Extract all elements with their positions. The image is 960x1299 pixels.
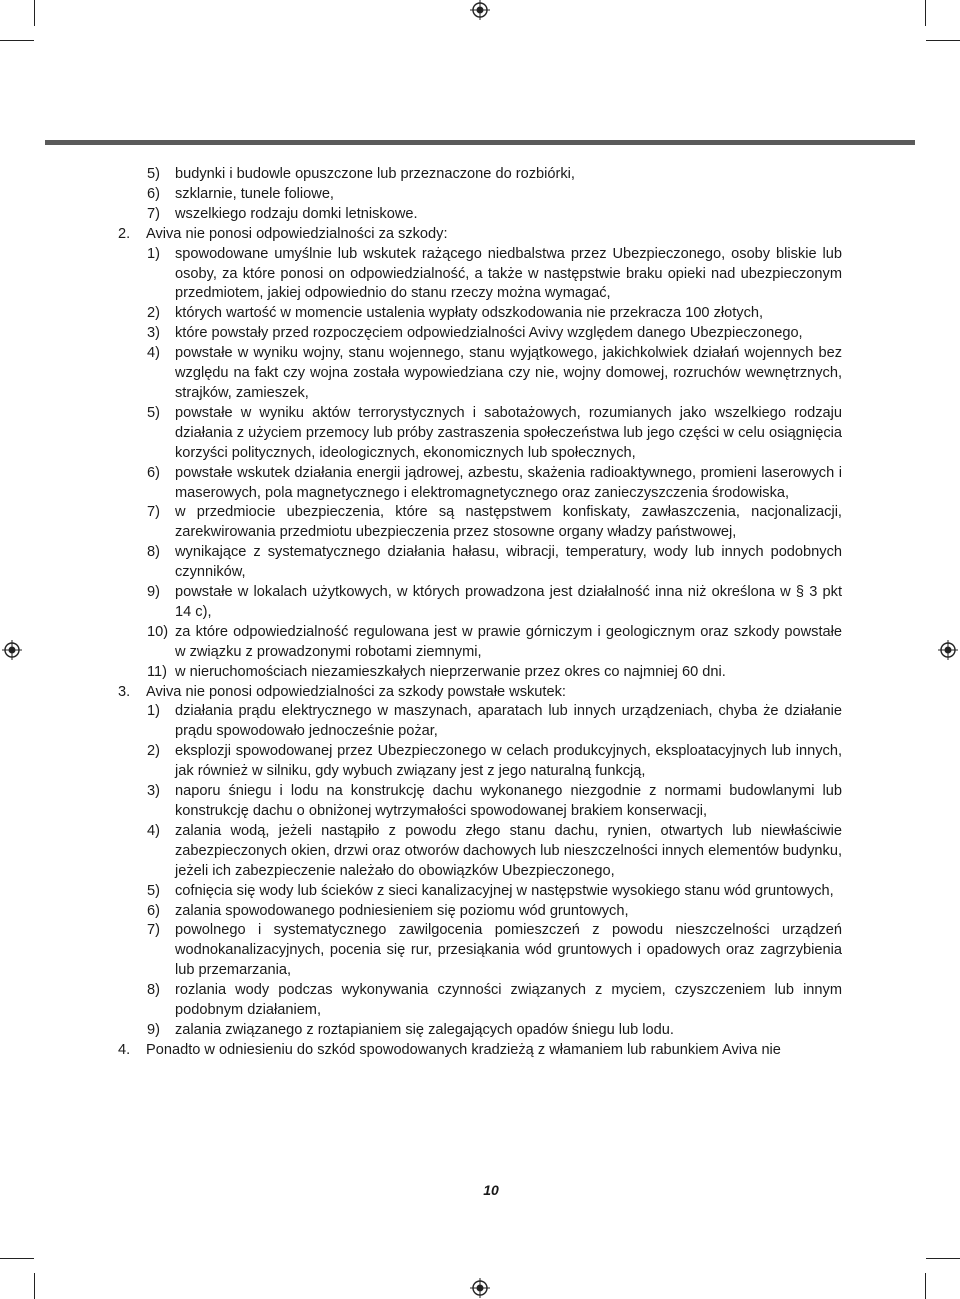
list-item: 4) powstałe w wyniku wojny, stanu wojennego, stanu wyjątkowego, jakichkolwiek działań wojennych bez względu na fakt czy wojna została wypowiedziana czy nie, wojny domowej, rozruchów wewnętrznych, strajków, zamieszek,: [147, 345, 842, 401]
list-item: 7) wszelkiego rodzaju domki letniskowe.: [147, 205, 418, 222]
document-body: [118, 165, 842, 1061]
list-item: 7) powolnego i systematycznego zawilgocenia pomieszczeń z powodu nieszczelności urządzeń wodnokanalizacyjnych, pocenia się rur, przesiąkania wód gruntowych i opadowych oraz zagrzybienia lub przemarzania,: [147, 922, 842, 979]
list-item: 7) w przedmiocie ubezpieczenia, które są następstwem konfiskaty, zawłaszczenia, nacjonalizacji, zarekwirowania przedmiotu ubezpieczenia przez stosowne organy władzy państwowej,: [147, 504, 842, 541]
crop-mark: [0, 1258, 34, 1259]
registration-mark-icon: [470, 1278, 490, 1298]
list-item: 1) działania prądu elektrycznego w maszynach, aparatach lub innych urządzeniach, chyba że działanie prądu spowodowało jednocześnie pożar,: [147, 703, 842, 740]
page-number: 10: [483, 1182, 499, 1198]
section-3: 3. Aviva nie ponosi odpowiedzialności za szkody powstałe wskutek:: [118, 683, 842, 703]
list-item: 1) spowodowane umyślnie lub wskutek rażącego niedbalstwa przez Ubezpieczonego, osoby bliskie lub osoby, za które ponosi on odpowiedzialność, a także w następstwie braku opieki nad ubezpieczonym przedmiotem, jakiej odpowiednio do stanu rzeczy można wymagać,: [147, 245, 842, 302]
list-item: 5) powstałe w wyniku aktów terrorystycznych i sabotażowych, rozumianych jako wszelkiego rodzaju działania z użyciem przemocy lub próby zastraszenia społeczeństwa lub jego części w celu osiągnięcia korzyści politycznych, ideologicznych, ekonomicznych lub społecznych,: [147, 404, 842, 461]
crop-mark: [926, 1258, 960, 1259]
crop-mark: [34, 0, 35, 26]
header-rule: [45, 140, 915, 145]
list-item: 3) które powstały przed rozpoczęciem odpowiedzialności Avivy względem danego Ubezpieczonego,: [147, 325, 803, 342]
continued-list: [118, 165, 842, 225]
list-item: 6) szklarnie, tunele foliowe,: [147, 185, 334, 202]
list-item: 9) powstałe w lokalach użytkowych, w których prowadzona jest działalność inna niż określona w § 3 pkt 14 c),: [147, 584, 842, 620]
crop-mark: [926, 40, 960, 41]
registration-mark-icon: [470, 0, 490, 20]
crop-mark: [925, 0, 926, 26]
section-heading: Aviva nie ponosi odpowiedzialności za szkody powstałe wskutek:: [146, 683, 566, 700]
list-item: 6) zalania spowodowanego podniesieniem się poziomu wód gruntowych,: [147, 902, 629, 919]
section-4: 4. Ponadto w odniesieniu do szkód spowodowanych kradzieżą z włamaniem lub rabunkiem Aviva nie: [118, 1041, 842, 1061]
list-item: 5) cofnięcia się wody lub ścieków z sieci kanalizacyjnej w następstwie wysokiego stanu wód gruntowych,: [147, 882, 834, 899]
crop-mark: [0, 40, 34, 41]
list-item: 9) zalania związanego z roztapianiem się zalegających opadów śniegu lub lodu.: [147, 1021, 674, 1038]
registration-mark-icon: [938, 640, 958, 660]
crop-mark: [34, 1273, 35, 1299]
section-2: 2. Aviva nie ponosi odpowiedzialności za szkody:: [118, 225, 842, 245]
section-heading: Ponadto w odniesieniu do szkód spowodowanych kradzieżą z włamaniem lub rabunkiem Aviva nie: [146, 1041, 781, 1058]
list-item: 5) budynki i budowle opuszczone lub przeznaczone do rozbiórki,: [147, 166, 575, 182]
crop-mark: [925, 1273, 926, 1299]
section-heading: Aviva nie ponosi odpowiedzialności za szkody:: [146, 225, 448, 242]
registration-mark-icon: [2, 640, 22, 660]
list-item: 6) powstałe wskutek działania energii jądrowej, azbestu, skażenia radioaktywnego, promieni laserowych i maserowych, pola magnetycznego i elektromagnetycznego oraz zanieczyszczenia środowiska,: [147, 464, 842, 501]
list-item: 8) wynikające z systematycznego działania hałasu, wibracji, temperatury, wody lub innych podobnych czynników,: [147, 544, 842, 581]
list-item: 11) w nieruchomościach niezamieszkałych nieprzerwanie przez okres co najmniej 60 dni.: [147, 663, 726, 680]
list-item: 8) rozlania wody podczas wykonywania czynności związanych z myciem, czyszczeniem lub innym podobnym działaniem,: [147, 982, 842, 1019]
section-2-list: [118, 245, 842, 683]
list-item: 2) których wartość w momencie ustalenia wypłaty odszkodowania nie przekracza 100 złotych,: [147, 305, 764, 322]
section-3-list: [118, 702, 842, 1040]
list-item: 3) naporu śniegu i lodu na konstrukcję dachu wykonanego niezgodnie z normami budowlanymi lub konstrukcję dachu o obniżonej wytrzymałości spowodowanej brakiem konserwacji,: [147, 783, 842, 819]
list-item: 2) eksplozji spowodowanej przez Ubezpieczonego w celach produkcyjnych, eksploatacyjnych lub innych, jak również w silniku, gdy wybuch związany jest z jego naturalną funkcją,: [147, 743, 842, 780]
list-item: 10) za które odpowiedzialność regulowana jest w prawie górniczym i geologicznym oraz szkody powstałe w związku z prowadzonymi robotami ziemnymi,: [147, 623, 842, 660]
list-item: 4) zalania wodą, jeżeli nastąpiło z powodu złego stanu dachu, rynien, otwartych lub niewłaściwie zabezpieczonych okien, drzwi oraz otworów dachowych lub nieszczelności innych elementów budynku, jeżeli ich zabezpieczenie należało do obowiązków Ubezpieczonego,: [147, 822, 842, 879]
